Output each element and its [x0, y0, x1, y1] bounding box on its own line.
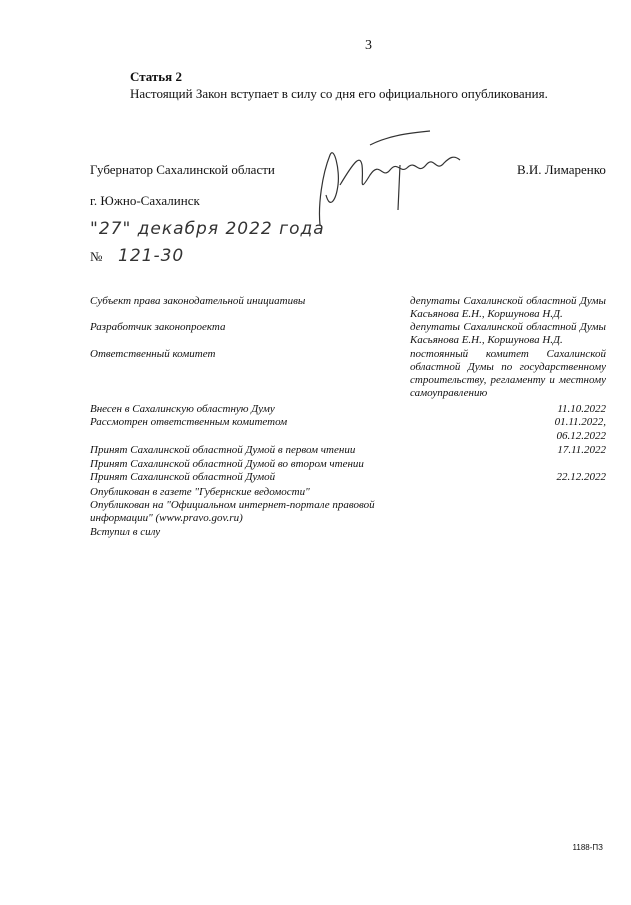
reviewed-value-1: 01.11.2022,	[554, 416, 606, 428]
reviewed-value-2: 06.12.2022	[556, 430, 606, 442]
adopted-label: Принят Сахалинской областной Думой	[90, 471, 276, 483]
governor-name: В.И. Лимаренко	[517, 162, 606, 177]
first-reading-label: Принят Сахалинской областной Думой в первом чтении	[90, 444, 356, 456]
number-label: №	[90, 249, 103, 264]
published-gazette-label: Опубликован в газете "Губернские ведомости"	[90, 486, 310, 498]
published-portal-label-2: информации" (www.pravo.gov.ru)	[90, 512, 243, 524]
published-portal-label-1: Опубликован на "Официальном интернет-портале правовой	[90, 499, 375, 511]
subject-label: Субъект права законодательной инициативы	[90, 295, 306, 307]
committee-value: постоянный комитет Сахалинской областной Думы по государственному строительству, регламенту и местному самоуправлению	[410, 348, 606, 399]
committee-label: Ответственный комитет	[90, 348, 216, 360]
page-number: 3	[365, 38, 372, 53]
article-text: Настоящий Закон вступает в силу со дня его официального опубликования.	[130, 86, 548, 101]
developer-value: депутаты Сахалинской областной Думы Касьянова Е.Н., Коршунова Н.Д.	[410, 321, 606, 346]
adopted-value: 22.12.2022	[556, 471, 606, 483]
city: г. Южно-Сахалинск	[90, 193, 200, 208]
in-force-label: Вступил в силу	[90, 526, 161, 538]
developer-label: Разработчик законопроекта	[90, 321, 226, 333]
footer-code: 1188-ПЗ	[572, 843, 603, 852]
date-handwritten: "27" декабря 2022 года	[90, 219, 325, 239]
handwritten-signature	[300, 125, 490, 235]
second-reading-label: Принят Сахалинской областной Думой во втором чтении	[90, 458, 364, 470]
governor-title: Губернатор Сахалинской области	[90, 162, 275, 177]
subject-value: депутаты Сахалинской областной Думы Касьянова Е.Н., Коршунова Н.Д.	[410, 295, 606, 320]
article-title: Статья 2	[130, 69, 182, 84]
introduced-label: Внесен в Сахалинскую областную Думу	[90, 403, 275, 415]
first-reading-value: 17.11.2022	[557, 444, 606, 456]
reviewed-label: Рассмотрен ответственным комитетом	[90, 416, 288, 428]
introduced-value: 11.10.2022	[557, 403, 606, 415]
number-handwritten: 121-30	[118, 246, 185, 266]
